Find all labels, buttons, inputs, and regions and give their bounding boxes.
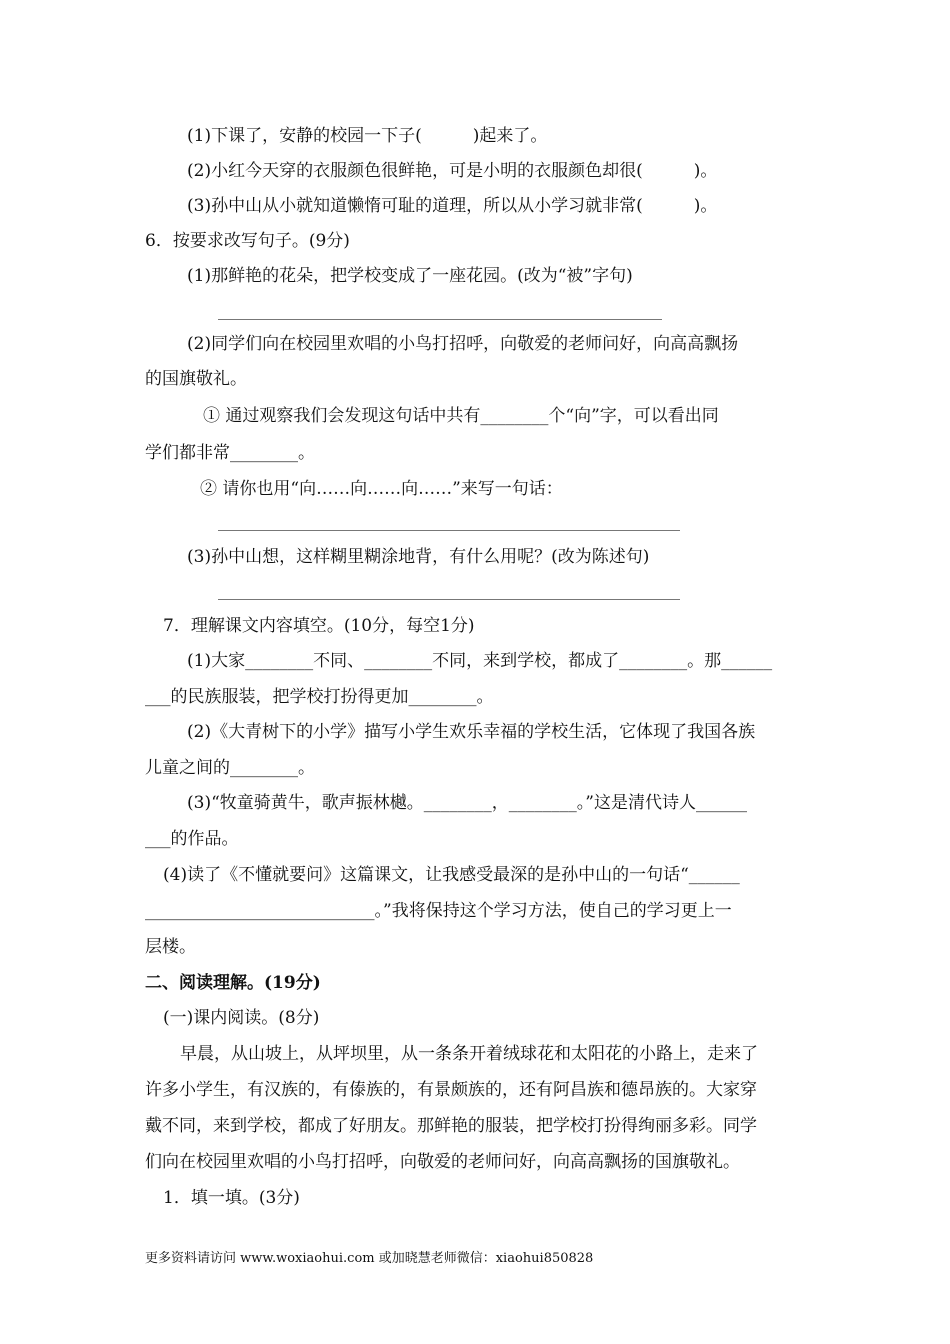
- reading-question-1: 1．填一填。(3分): [163, 1188, 300, 1208]
- reading-passage-line-4: 们向在校园里欢唱的小鸟打招呼，向敬爱的老师问好，向高高飘扬的国旗敬礼。: [145, 1152, 740, 1172]
- answer-line: [218, 319, 662, 320]
- answer-line: [218, 530, 680, 531]
- q7-item-3-line-1: (3)“牧童骑黄牛，歌声振林樾。________，________。”这是清代诗人______: [187, 793, 747, 813]
- section-2-heading: 二、阅读理解。(19分): [145, 973, 321, 993]
- q7-item-2-line-2: 儿童之间的________。: [145, 758, 315, 778]
- q6-item-2-sub-1-line-1: ① 通过观察我们会发现这句话中共有________个“向”字，可以看出同: [203, 406, 719, 426]
- q6-item-1: (1)那鲜艳的花朵，把学校变成了一座花园。(改为“被”字句): [187, 266, 633, 286]
- q7-item-4-line-1: (4)读了《不懂就要问》这篇课文，让我感受最深的是孙中山的一句话“______: [163, 865, 740, 885]
- q6-item-2-line-1: (2)同学们向在校园里欢唱的小鸟打招呼，向敬爱的老师问好，向高高飘扬: [187, 334, 739, 354]
- q5-item-2: (2)小红今天穿的衣服颜色很鲜艳，可是小明的衣服颜色却很( )。: [187, 161, 718, 181]
- q7-item-1-line-1: (1)大家________不同、________不同，来到学校，都成了________。那______: [187, 651, 773, 671]
- section-2-part-1-heading: (一)课内阅读。(8分): [163, 1008, 320, 1028]
- reading-passage-line-2: 许多小学生，有汉族的，有傣族的，有景颇族的，还有阿昌族和德昂族的。大家穿: [145, 1080, 757, 1100]
- q5-item-3: (3)孙中山从小就知道懒惰可耻的道理，所以从小学习就非常( )。: [187, 196, 718, 216]
- q6-item-2-sub-2: ② 请你也用“向……向……向……”来写一句话：: [200, 479, 563, 499]
- q7-heading: 7．理解课文内容填空。(10分，每空1分): [163, 616, 475, 636]
- q7-item-2-line-1: (2)《大青树下的小学》描写小学生欢乐幸福的学校生活，它体现了我国各族: [187, 722, 756, 742]
- q6-item-3: (3)孙中山想，这样糊里糊涂地背，有什么用呢？(改为陈述句): [187, 547, 650, 567]
- q7-item-3-line-2: ___的作品。: [145, 829, 239, 849]
- reading-passage-line-1: 早晨，从山坡上，从坪坝里，从一条条开着绒球花和太阳花的小路上，走来了: [180, 1044, 758, 1064]
- reading-passage-line-3: 戴不同，来到学校，都成了好朋友。那鲜艳的服装，把学校打扮得绚丽多彩。同学: [145, 1116, 757, 1136]
- footer-note: 更多资料请访问 www.woxiaohui.com 或加晓慧老师微信：xiaohui850828: [145, 1251, 594, 1266]
- answer-line: [218, 599, 680, 600]
- q7-item-1-line-2: ___的民族服装，把学校打扮得更加________。: [145, 687, 494, 707]
- q6-item-2-sub-1-line-2: 学们都非常________。: [145, 443, 315, 463]
- q6-heading: 6．按要求改写句子。(9分): [145, 231, 350, 251]
- q6-item-2-line-2: 的国旗敬礼。: [145, 369, 247, 389]
- q5-item-1: (1)下课了，安静的校园一下子( )起来了。: [187, 126, 548, 146]
- q7-item-4-line-3: 层楼。: [145, 937, 196, 957]
- q7-item-4-line-2: ___________________________。”我将保持这个学习方法，使自己的学习更上一: [145, 901, 732, 921]
